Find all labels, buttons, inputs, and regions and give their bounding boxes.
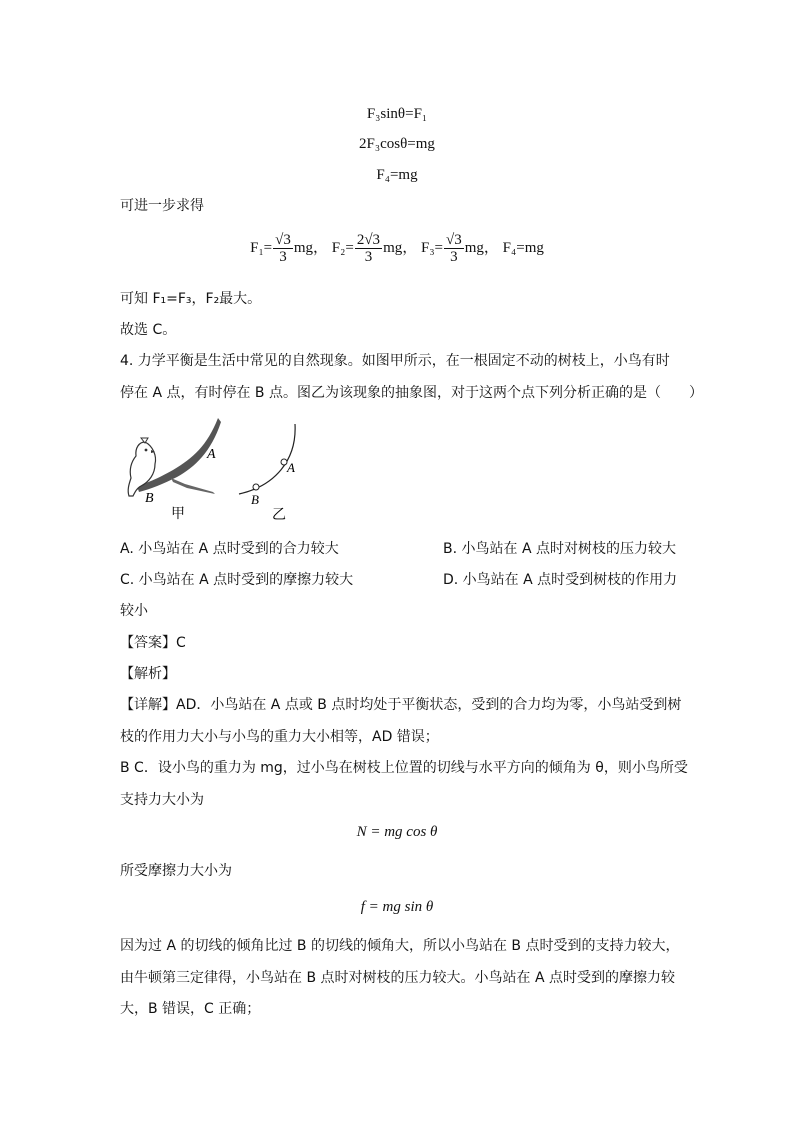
f1-label: F₁=	[250, 239, 273, 256]
analysis-p1-line1: 【详解】AD．小鸟站在 A 点或 B 点时均处于平衡状态，受到的合力均为零，小鸟站受到树	[120, 697, 682, 713]
equation-3: F₄=mg	[376, 167, 418, 183]
f2-numerator: 2√3	[356, 232, 381, 248]
f3-numerator: √3	[446, 232, 462, 248]
analysis-p2-line2: 支持力大小为	[120, 792, 204, 808]
f3-fraction	[444, 232, 464, 265]
analysis-p2-line1: B C．设小鸟的重力为 mg，过小鸟在树枝上位置的切线与水平方向的倾角为 θ，则小鸟所受	[120, 760, 688, 776]
equation-1: F₃sinθ=F₁	[366, 106, 428, 122]
f3-denominator: 3	[450, 249, 458, 265]
option-c: C. 小鸟站在 A 点时受到的摩擦力较大	[120, 572, 354, 588]
analysis-heading: 【解析】	[120, 666, 176, 682]
f4-value: F₄=mg	[502, 239, 544, 256]
jia-caption: 甲	[171, 506, 185, 522]
f1-fraction	[273, 232, 293, 265]
equation-normal-force: N = mg cos θ	[356, 824, 438, 840]
f2-denominator: 3	[364, 249, 373, 265]
jia-label-a: A	[207, 447, 216, 462]
question-line-2: 停在 A 点，有时停在 B 点。图乙为该现象的抽象图，对于这两个点下列分析正确的是（ ）	[120, 385, 703, 401]
f1-numerator: √3	[275, 232, 291, 248]
option-d: D. 小鸟站在 A 点时受到树枝的作用力	[443, 572, 678, 588]
text-choice-c: 故选 C。	[120, 322, 177, 338]
f1-tail: mg，	[293, 239, 329, 256]
yi-label-a: A	[287, 460, 295, 475]
option-b: B. 小鸟站在 A 点时对树枝的压力较大	[443, 541, 676, 557]
option-d-continued: 较小	[120, 603, 148, 619]
jia-label-b: B	[145, 491, 154, 506]
question-line-1: 4. 力学平衡是生活中常见的自然现象。如图甲所示，在一根固定不动的树枝上，小鸟有时	[120, 353, 670, 369]
answer: 【答案】C	[120, 635, 186, 651]
text-further: 可进一步求得	[120, 198, 204, 214]
yi-point-b	[253, 484, 259, 490]
analysis-p1-line2: 枝的作用力大小与小鸟的重力大小相等，AD 错误；	[120, 729, 439, 745]
text-known: 可知 F₁=F₃，F₂最大。	[120, 291, 262, 307]
figure-bird-branch	[115, 412, 315, 524]
yi-curve	[239, 424, 295, 494]
equation-friction: f = mg sin θ	[360, 899, 434, 915]
analysis-p3: 所受摩擦力大小为	[120, 863, 232, 879]
analysis-p4-line2: 由牛顿第三定律得，小鸟站在 B 点时对树枝的压力较大。小鸟站在 A 点时受到的摩擦力较	[120, 970, 675, 986]
yi-label-b: B	[251, 492, 259, 507]
f3-label: F₃=	[420, 239, 444, 256]
analysis-p4-line3: 大，B 错误，C 正确；	[120, 1001, 261, 1017]
yi-caption: 乙	[272, 507, 286, 523]
f2-label: F₂=	[331, 239, 354, 256]
analysis-p4-line1: 因为过 A 的切线的倾角比过 B 的切线的倾角大，所以小鸟站在 B 点时受到的支持力较大，	[120, 938, 680, 954]
results-equation	[0, 232, 794, 265]
equation-2: 2F₃cosθ=mg	[359, 136, 435, 152]
f3-tail: mg，	[464, 239, 499, 256]
f1-denominator: 3	[279, 249, 287, 265]
f2-tail: mg，	[383, 239, 418, 256]
option-a: A. 小鸟站在 A 点时受到的合力较大	[120, 541, 339, 557]
f2-fraction	[355, 232, 382, 265]
